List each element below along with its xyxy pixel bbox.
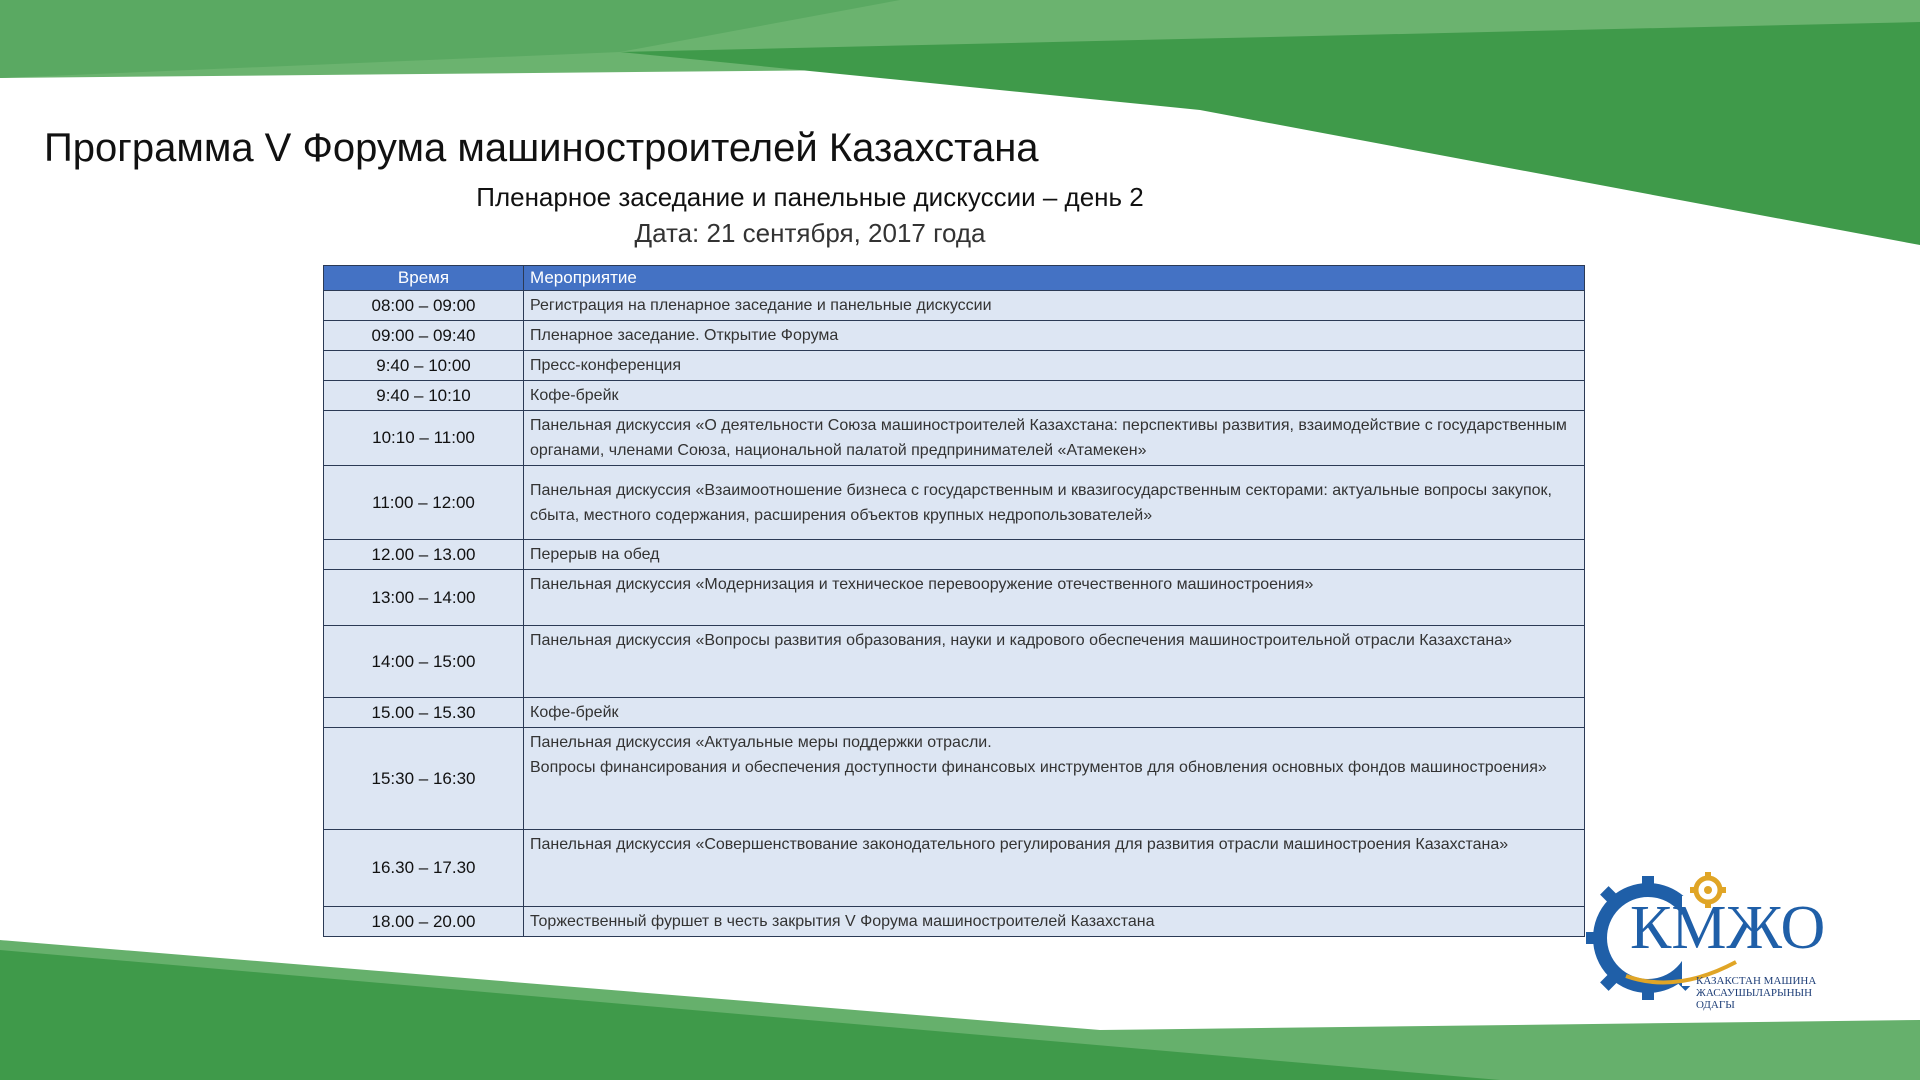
schedule-table (323, 265, 1585, 937)
time-cell: 15.00 – 15.30 (324, 698, 524, 728)
table-row (324, 698, 1585, 728)
table-row (324, 351, 1585, 381)
time-cell: 09:00 – 09:40 (324, 321, 524, 351)
table-row (324, 728, 1585, 830)
logo-caption-3: ОДАГЫ (1696, 999, 1735, 1011)
event-cell: Торжественный фуршет в честь закрытия V Форума машиностроителей Казахстана (524, 907, 1585, 937)
event-date: Дата: 21 сентября, 2017 года (634, 218, 986, 248)
time-cell: 9:40 – 10:00 (324, 351, 524, 381)
event-cell: Регистрация на пленарное заседание и панельные дискуссии (524, 291, 1585, 321)
event-cell: Пленарное заседание. Открытие Форума (524, 321, 1585, 351)
event-cell: Панельная дискуссия «Модернизация и техническое перевооружение отечественного машиностроения» (524, 570, 1585, 626)
table-row (324, 540, 1585, 570)
event-cell: Кофе-брейк (524, 698, 1585, 728)
table-row (324, 411, 1585, 466)
time-cell: 15:30 – 16:30 (324, 728, 524, 830)
table-row (324, 291, 1585, 321)
event-cell: Панельная дискуссия «Вопросы развития образования, науки и кадрового обеспечения машиностроительной отрасли Казахстана» (524, 626, 1585, 698)
kmzho-logo (1586, 866, 1916, 1016)
table-row (324, 907, 1585, 937)
time-cell: 13:00 – 14:00 (324, 570, 524, 626)
event-cell: Пресс-конференция (524, 351, 1585, 381)
logo-text: КМЖО (1630, 894, 1826, 962)
time-cell: 16.30 – 17.30 (324, 830, 524, 907)
time-cell: 11:00 – 12:00 (324, 466, 524, 540)
table-row (324, 626, 1585, 698)
event-cell: Панельная дискуссия «Совершенствование законодательного регулирования для развития отрасли машиностроения Казахстана» (524, 830, 1585, 907)
event-cell: Панельная дискуссия «Актуальные меры поддержки отрасли. Вопросы финансирования и обеспечения доступности финансовых инструментов для обновления основных фондов машиностроения» (524, 728, 1585, 830)
table-row (324, 830, 1585, 907)
header-time: Время (324, 266, 524, 291)
time-cell: 9:40 – 10:10 (324, 381, 524, 411)
time-cell: 10:10 – 11:00 (324, 411, 524, 466)
event-cell: Панельная дискуссия «Взаимоотношение бизнеса с государственным и квазигосударственным секторами: актуальные вопросы закупок, сбыта, местного содержания, расширения объектов крупных недропользователей» (524, 466, 1585, 540)
logo-caption-2: ЖАСАУШЫЛАРЫНЫН (1696, 987, 1813, 999)
time-cell: 12.00 – 13.00 (324, 540, 524, 570)
table-row (324, 381, 1585, 411)
time-cell: 14:00 – 15:00 (324, 626, 524, 698)
header-event: Мероприятие (524, 266, 1585, 291)
time-cell: 08:00 – 09:00 (324, 291, 524, 321)
table-row (324, 570, 1585, 626)
page-subtitle: Пленарное заседание и панельные дискуссии – день 2 (476, 182, 1144, 212)
event-cell: Перерыв на обед (524, 540, 1585, 570)
table-row (324, 466, 1585, 540)
time-cell: 18.00 – 20.00 (324, 907, 524, 937)
page-title: Программа V Форума машиностроителей Казахстана (44, 126, 1039, 170)
event-cell: Кофе-брейк (524, 381, 1585, 411)
table-header-row (324, 266, 1585, 291)
logo-caption-1: КАЗАКСТАН МАШИНА (1696, 975, 1817, 987)
event-cell: Панельная дискуссия «О деятельности Союза машиностроителей Казахстана: перспективы развития, взаимодействие с государственным органами, членами Союза, национальной палатой предпринимателей «Атамекен» (524, 411, 1585, 466)
table-row (324, 321, 1585, 351)
